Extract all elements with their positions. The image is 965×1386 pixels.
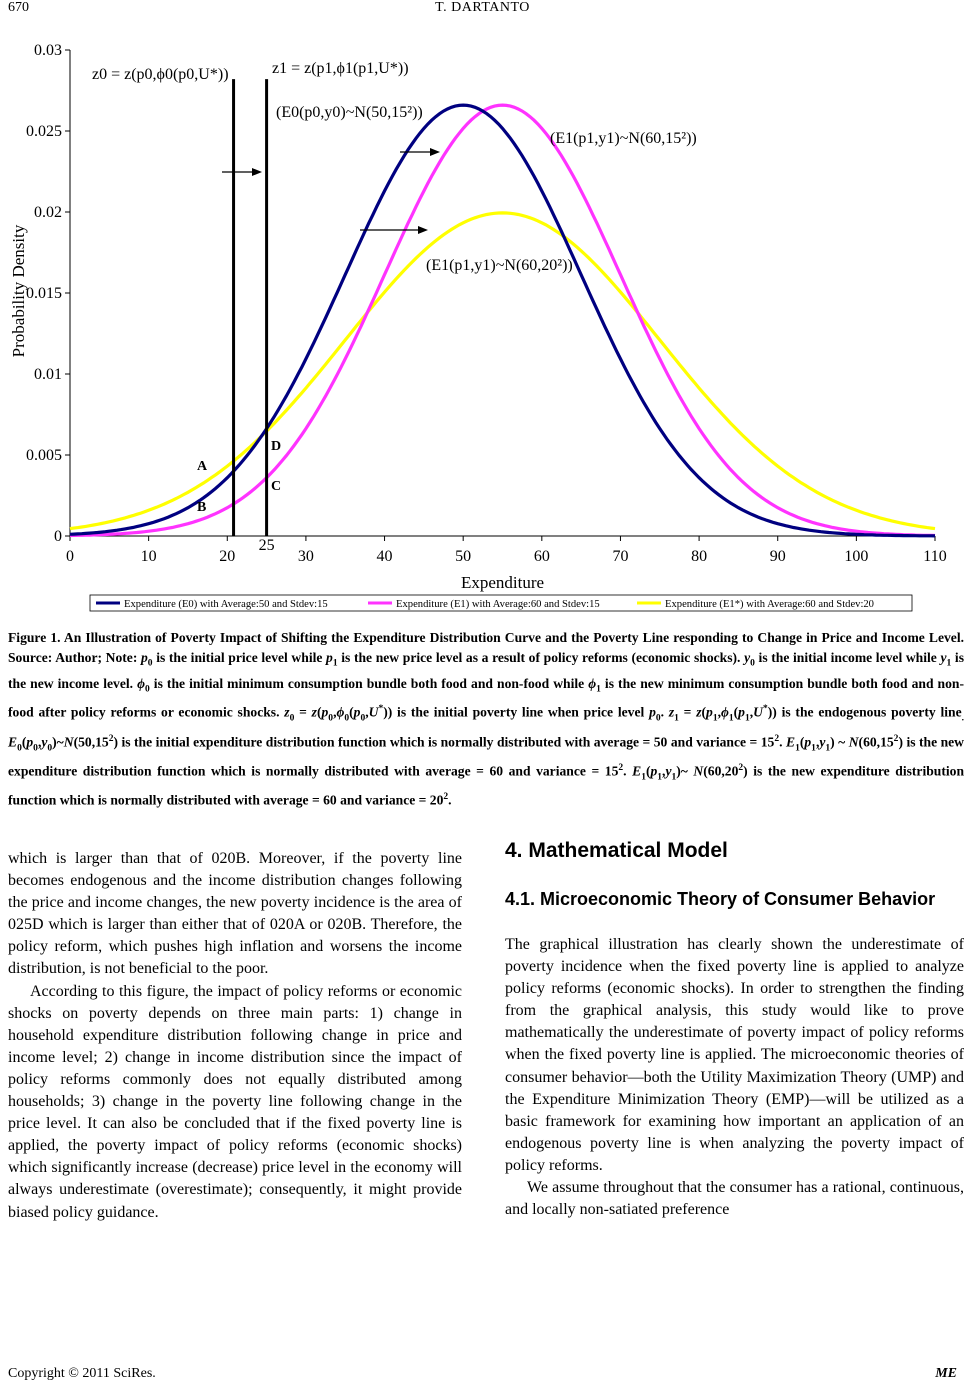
arrow-head [418,226,428,234]
e0-annotation: (E0(p0,y0)~N(50,15²)) [276,104,423,121]
x-tick-label: 20 [219,548,236,565]
point-label-c: C [271,479,282,494]
poverty-line-tick-label: 25 [258,537,275,554]
right-column [505,838,964,1221]
left-column [8,848,462,1224]
x-tick-label: 10 [140,548,157,565]
section-heading: 4. Mathematical Model [505,839,728,862]
y-tick-label: 0.015 [26,285,62,302]
point-label-b: B [197,500,207,515]
page-number: 670 [8,0,29,15]
running-head: T. DARTANTO [435,0,530,15]
x-tick-label: 40 [376,548,393,565]
y-tick-label: 0.005 [26,447,62,464]
chart-legend [90,595,912,611]
point-label-a: A [197,459,208,474]
point-label-d: D [271,439,282,454]
footer-journal: ME [935,1366,957,1381]
y-axis-title: Probability Density [9,224,28,358]
e1-annotation: (E1(p1,y1)~N(60,15²)) [550,130,697,147]
paragraph: which is larger than that of 020B. Moreover, if the poverty line becomes endogenous and the income distribution changes following the price and income changes, the new poverty incidence is the area of 025D which is larger than either that of 020A or 020B. Therefore, the policy reform, which pushes high inflation and worsens the income distribution, is not beneficial to the poor. [8,850,462,978]
y-tick-label: 0 [54,528,62,545]
figure-caption: Figure 1. An Illustration of Poverty Impact of Shifting the Expenditure Distribution Curve and the Poverty Line responding to Change in Price and Income Level. Source: Author; Note: $p_0$ is the initial price level while $p_1$ is the new price level as a result of policy reforms (economic shocks). $y_0$ is the initial income level while $y_1$ is the new income level. $\phi_0$ is the initial minimum consumption bundle both food and non-food while $\phi_1$ is the new minimum consumption bundle both food and non-food after policy reforms or economic shocks. $z_0 = z(p_0,\phi_0(p_0,U^*))$ is the initial poverty line when price level $p_0$. $z_1 = z(p_1,\phi_1(p_1,U^*))$ is the endogenous poverty line$_.$ $E_0(p_0,y_0)\sim N(50,15^2)$ is the initial expenditure distribution function which is normally distributed with average = 50 and variance = $15^2$. $E_1(p_1,y_1)$ ~ N(60,15$^2$) is the new expenditure distribution function which is normally distributed with average = 60 and variance = $15^2$. $E_1(p_1,y_1)\sim$ N(60,20$^2$) is the new expenditure distribution function which is normally distributed with average = 60 and variance = $20^2$. [8,630,965,808]
x-tick-label: 70 [612,548,629,565]
footer-copyright: Copyright © 2011 SciRes. [8,1366,156,1381]
y-tick-label: 0.025 [26,123,62,140]
x-tick-label: 0 [66,548,74,565]
z0-annotation: z0 = z(p0,ϕ0(p0,U*)) [92,66,229,83]
legend-entry: Expenditure (E0) with Average:50 and Stdev:15 [124,599,328,610]
x-axis-title: Expenditure [460,573,545,592]
e1-star-annotation: (E1(p1,y1)~N(60,20²)) [426,257,573,274]
x-tick-label: 90 [769,548,786,565]
figure-chart [0,28,965,618]
subsection-heading: 4.1. Microeconomic Theory of Consumer Behavior [505,889,936,909]
legend-entry: Expenditure (E1*) with Average:60 and Stdev:20 [665,599,874,610]
y-tick-label: 0.03 [34,42,62,59]
x-tick-label: 100 [844,548,869,565]
x-tick-label: 60 [533,548,550,565]
x-tick-label: 50 [455,548,472,565]
arrow-head [430,148,440,156]
x-tick-label: 30 [297,548,314,565]
z1-annotation: z1 = z(p1,ϕ1(p1,U*)) [272,60,409,77]
paragraph: We assume throughout that the consumer has a rational, continuous, and locally non-satiated preference [505,1179,964,1219]
arrow-head [252,168,262,176]
x-tick-label: 80 [691,548,708,565]
paragraph: According to this figure, the impact of policy reforms or economic shocks on poverty depends on three main parts: 1) change in household expenditure distribution following change in price and income level; 2) change in income distribution since the impact of policy reforms commonly does not equally distributed among households; 3) change in the poverty line following change in the price level. It can also be concluded that if the fixed poverty line is applied, the poverty impact of policy reforms (economic shocks) which significantly increase (decrease) price level in the economy will always underestimate (overestimate); consequently, it might provide biased policy guidance. [8,982,462,1221]
paragraph: The graphical illustration has clearly shown the underestimate of poverty incidence when the fixed poverty line is applied to analyze policy reforms (economic shocks). In order to strengthen the finding from the graphical analysis, this study would like to prove mathematically the underestimate of poverty impact of policy reforms when the fixed poverty line is applied. The microeconomic theories of consumer behavior—both the Utility Maximization Theory (UMP) and the Expenditure Minimization Theory (EMP)—will be utilized as a basic framework for examining how important an application of an endogenous poverty line is when analyzing the poverty impact of policy reforms. [505,936,964,1174]
y-tick-label: 0.01 [34,366,62,383]
legend-entry: Expenditure (E1) with Average:60 and Stdev:15 [396,599,600,610]
y-tick-label: 0.02 [34,204,62,221]
x-tick-label: 110 [923,548,947,565]
